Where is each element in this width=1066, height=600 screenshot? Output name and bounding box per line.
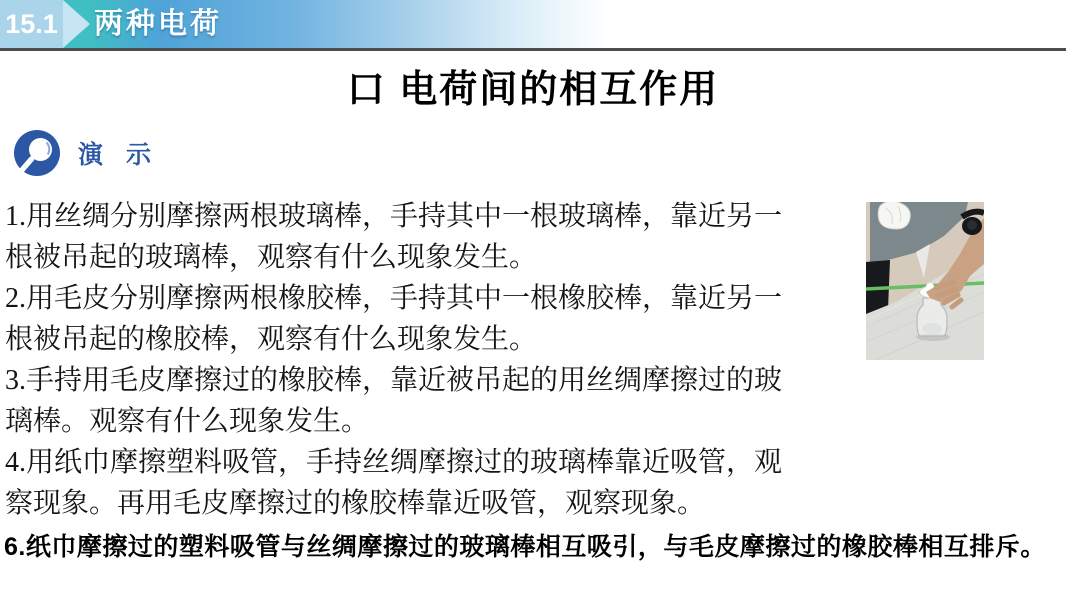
photo-watch-face — [967, 220, 977, 230]
photo-bottle-highlight — [922, 323, 942, 333]
chevron-right-icon — [63, 0, 90, 48]
step-line: 2.用毛皮分别摩擦两根橡胶棒，手持其中一根橡胶棒，靠近另一 — [5, 283, 783, 314]
step-line: 1.用丝绸分别摩擦两根玻璃棒，手持其中一根玻璃棒，靠近另一 — [5, 201, 783, 232]
demo-label: 演 示 — [78, 141, 159, 169]
step-line: 根被吊起的玻璃棒，观察有什么现象发生。 — [5, 242, 538, 273]
step-line: 察现象。再用毛皮摩擦过的橡胶棒靠近吸管，观察现象。 — [5, 488, 706, 519]
step-line: 根被吊起的橡胶棒，观察有什么现象发生。 — [5, 324, 538, 355]
slide-title: 口 电荷间的相互作用 — [346, 69, 720, 111]
section-number-tab: 15.1 — [0, 0, 63, 48]
photo-tissue — [878, 202, 910, 229]
experiment-steps — [5, 196, 782, 524]
step-line: 4.用纸巾摩擦塑料吸管，手持丝绸摩擦过的玻璃棒靠近吸管，观 — [5, 447, 783, 478]
section-title: 两种电荷 — [94, 8, 223, 40]
header-bar — [0, 0, 1066, 51]
step-line: 璃棒。观察有什么现象发生。 — [5, 406, 370, 437]
step-line: 3.手持用毛皮摩擦过的橡胶棒，靠近被吊起的用丝绸摩擦过的玻 — [5, 365, 783, 396]
magnifier-icon — [13, 129, 61, 177]
demo-row — [13, 129, 159, 177]
conclusion-text: 6.纸巾摩擦过的塑料吸管与丝绸摩擦过的玻璃棒相互吸引，与毛皮摩擦过的橡胶棒相互排斥。 — [4, 533, 1046, 561]
experiment-photo — [866, 202, 984, 360]
